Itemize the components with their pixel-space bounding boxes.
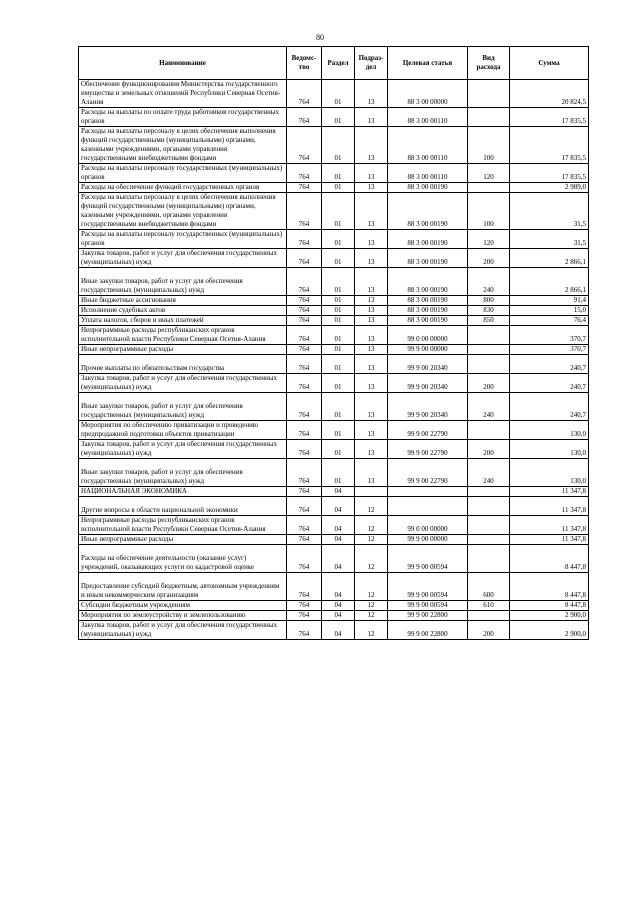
cell-expense-type [468,611,510,621]
cell-sum: 8 447,8 [510,601,589,611]
cell-sum: 2 900,0 [510,621,589,640]
cell-expense-type [468,183,510,193]
cell-section: 01 [322,183,355,193]
cell-name: Мероприятия по землеустройству и землепользованию [79,611,287,621]
cell-sum: 17 835,5 [510,164,589,183]
cell-section: 04 [322,611,355,621]
cell-target: 88 3 00 00190 [388,268,468,296]
cell-sum: 11 347,8 [510,487,589,497]
cell-name: Уплата налогов, сборов и иных платежей [79,316,287,326]
cell-section: 01 [322,393,355,421]
cell-target: 99 9 00 00594 [388,601,468,611]
cell-sum: 15,0 [510,306,589,316]
cell-name: Иные закупки товаров, работ и услуг для обеспечения государственных (муниципальных) нужд [79,393,287,421]
cell-expense-type: 100 [468,193,510,230]
cell-name: Мероприятия по обеспечению приватизации и проведению предпродажной подготовки объектов приватизации [79,421,287,440]
cell-dept: 764 [287,421,322,440]
cell-dept: 764 [287,545,322,573]
cell-target: 88 3 00 00110 [388,127,468,164]
cell-subsection: 13 [355,230,388,249]
cell-section: 01 [322,326,355,345]
cell-name: Расходы на обеспечение функций государственных органов [79,183,287,193]
cell-sum: 31,5 [510,230,589,249]
table-row [79,421,589,440]
page-number: 80 [316,33,324,42]
cell-subsection: 13 [355,108,388,127]
cell-subsection: 12 [355,535,388,545]
cell-section: 04 [322,621,355,640]
cell-target: 99 9 00 00000 [388,345,468,355]
cell-name: Расходы на выплаты по оплате труда работников государственных органов [79,108,287,127]
cell-dept: 764 [287,573,322,601]
cell-target: 88 3 00 00000 [388,80,468,108]
header-name: Наименование [79,47,287,80]
table-row [79,306,589,316]
cell-target [388,497,468,516]
cell-dept: 764 [287,601,322,611]
cell-expense-type [468,535,510,545]
cell-dept: 764 [287,108,322,127]
table-row [79,621,589,640]
table-row [79,535,589,545]
cell-expense-type [468,108,510,127]
cell-section: 04 [322,516,355,535]
cell-subsection: 13 [355,459,388,487]
cell-name: Расходы на обеспечение деятельности (оказание услуг) учреждений, оказывающих услуги по кадастровой оценке [79,545,287,573]
cell-subsection: 12 [355,621,388,640]
table-row [79,230,589,249]
cell-target [388,487,468,497]
cell-dept: 764 [287,296,322,306]
cell-section: 01 [322,459,355,487]
cell-dept: 764 [287,621,322,640]
cell-section: 01 [322,421,355,440]
budget-table [78,46,589,640]
table-row [79,193,589,230]
cell-name: Предоставление субсидий бюджетным, автономным учреждениям и иным некоммерческим организациям [79,573,287,601]
header-subsection: Подраз-дел [355,47,388,80]
cell-sum: 370,7 [510,345,589,355]
cell-target: 99 9 00 22800 [388,621,468,640]
table-row [79,326,589,345]
cell-sum: 11 347,8 [510,535,589,545]
cell-sum: 76,4 [510,316,589,326]
cell-section: 01 [322,249,355,268]
cell-target: 88 3 00 00110 [388,108,468,127]
cell-expense-type: 800 [468,296,510,306]
table-body [79,80,589,640]
cell-expense-type [468,516,510,535]
header-sum: Сумма [510,47,589,80]
cell-subsection: 13 [355,296,388,306]
cell-subsection [355,487,388,497]
cell-section: 01 [322,193,355,230]
cell-target: 99 9 00 22800 [388,611,468,621]
table-row [79,345,589,355]
cell-dept: 764 [287,316,322,326]
cell-section: 04 [322,601,355,611]
cell-name: Прочие выплаты по обязательствам государства [79,355,287,374]
cell-dept: 764 [287,249,322,268]
cell-dept: 764 [287,183,322,193]
table-row [79,374,589,393]
cell-target: 99 0 00 00000 [388,326,468,345]
cell-target: 99 9 00 00000 [388,535,468,545]
table-row [79,183,589,193]
cell-subsection: 13 [355,193,388,230]
cell-sum: 31,5 [510,193,589,230]
cell-expense-type [468,421,510,440]
cell-dept: 764 [287,516,322,535]
cell-section: 04 [322,573,355,601]
table-row [79,108,589,127]
cell-subsection: 13 [355,183,388,193]
cell-subsection: 13 [355,268,388,296]
cell-sum: 11 347,8 [510,497,589,516]
cell-dept: 764 [287,611,322,621]
cell-section: 01 [322,374,355,393]
table-row [79,611,589,621]
cell-sum: 17 835,5 [510,108,589,127]
cell-target: 88 3 00 00190 [388,230,468,249]
cell-section: 04 [322,535,355,545]
cell-expense-type: 200 [468,249,510,268]
cell-expense-type: 200 [468,621,510,640]
cell-expense-type: 850 [468,316,510,326]
cell-section: 01 [322,80,355,108]
cell-target: 88 3 00 00190 [388,306,468,316]
table-row [79,316,589,326]
cell-name: Иные закупки товаров, работ и услуг для обеспечения государственных (муниципальных) нужд [79,459,287,487]
cell-name: Исполнение судебных актов [79,306,287,316]
cell-expense-type: 610 [468,601,510,611]
cell-sum: 17 835,5 [510,127,589,164]
cell-target: 88 3 00 00190 [388,193,468,230]
cell-dept: 764 [287,535,322,545]
cell-subsection: 13 [355,355,388,374]
cell-dept: 764 [287,440,322,459]
cell-subsection: 12 [355,516,388,535]
table-row [79,516,589,535]
cell-sum: 91,4 [510,296,589,306]
cell-sum: 130,0 [510,421,589,440]
cell-name: Иные непрограммные расходы [79,535,287,545]
cell-dept: 764 [287,345,322,355]
cell-subsection: 13 [355,127,388,164]
cell-name: Закупка товаров, работ и услуг для обеспечения государственных (муниципальных) нужд [79,621,287,640]
header-dept: Ведомс-тво [287,47,322,80]
cell-sum: 2 866,1 [510,249,589,268]
cell-target: 88 3 00 00110 [388,164,468,183]
cell-section: 01 [322,316,355,326]
cell-expense-type: 240 [468,393,510,421]
cell-expense-type: 200 [468,440,510,459]
cell-sum: 240,7 [510,393,589,421]
table-row [79,268,589,296]
cell-expense-type [468,80,510,108]
cell-section: 01 [322,230,355,249]
table-row [79,393,589,421]
cell-subsection: 13 [355,306,388,316]
cell-target: 99 9 00 00594 [388,573,468,601]
cell-section: 01 [322,108,355,127]
cell-name: Закупка товаров, работ и услуг для обеспечения государственных (муниципальных) нужд [79,440,287,459]
cell-name: Непрограммные расходы республиканских органов исполнительной власти Республики Северная Осетия-Алания [79,326,287,345]
cell-name: Закупка товаров, работ и услуг для обеспечения государственных (муниципальных) нужд [79,249,287,268]
cell-target: 99 9 00 20340 [388,393,468,421]
cell-sum: 130,0 [510,440,589,459]
cell-sum: 2 989,0 [510,183,589,193]
cell-expense-type [468,545,510,573]
cell-sum: 2 900,0 [510,611,589,621]
header-expense-type: Вид расхода [468,47,510,80]
cell-sum: 240,7 [510,374,589,393]
cell-expense-type [468,487,510,497]
cell-name: Иные непрограммные расходы [79,345,287,355]
header-target: Целевая статья [388,47,468,80]
cell-expense-type: 600 [468,573,510,601]
cell-sum: 130,0 [510,459,589,487]
cell-dept: 764 [287,268,322,296]
cell-sum: 370,7 [510,326,589,345]
cell-target: 88 3 00 00190 [388,249,468,268]
cell-dept: 764 [287,80,322,108]
cell-subsection: 13 [355,374,388,393]
cell-target: 99 9 00 22790 [388,421,468,440]
cell-subsection: 12 [355,497,388,516]
cell-dept: 764 [287,459,322,487]
cell-sum: 8 447,8 [510,573,589,601]
cell-target: 99 9 00 00594 [388,545,468,573]
cell-subsection: 12 [355,601,388,611]
table-row [79,164,589,183]
cell-subsection: 13 [355,393,388,421]
cell-sum: 8 447,8 [510,545,589,573]
table-row [79,487,589,497]
table-row [79,497,589,516]
cell-subsection: 13 [355,249,388,268]
cell-target: 88 3 00 00190 [388,183,468,193]
table-row [79,545,589,573]
cell-subsection: 13 [355,345,388,355]
cell-name: Закупка товаров, работ и услуг для обеспечения государственных (муниципальных) нужд [79,374,287,393]
cell-sum: 2 866,1 [510,268,589,296]
cell-dept: 764 [287,193,322,230]
cell-target: 99 0 00 00000 [388,516,468,535]
cell-expense-type: 200 [468,374,510,393]
cell-dept: 764 [287,374,322,393]
cell-section: 01 [322,296,355,306]
cell-target: 99 9 00 20340 [388,374,468,393]
cell-section: 01 [322,268,355,296]
table-row [79,127,589,164]
header-section: Раздел [322,47,355,80]
cell-expense-type [468,345,510,355]
cell-dept: 764 [287,164,322,183]
cell-sum: 11 347,8 [510,516,589,535]
cell-dept: 764 [287,326,322,345]
cell-subsection: 13 [355,80,388,108]
cell-expense-type: 100 [468,127,510,164]
table-row [79,440,589,459]
cell-subsection: 12 [355,611,388,621]
table-row [79,249,589,268]
cell-subsection: 13 [355,421,388,440]
cell-section: 01 [322,306,355,316]
cell-subsection: 13 [355,316,388,326]
cell-expense-type: 120 [468,230,510,249]
cell-target: 99 9 00 20340 [388,355,468,374]
cell-name: Расходы на выплаты персоналу в целях обеспечения выполнения функций государственными (муниципальными) органами, казенными учреждениями, органами управления государственными внебюджетными фондами [79,127,287,164]
cell-name: Иные закупки товаров, работ и услуг для обеспечения государственных (муниципальных) нужд [79,268,287,296]
cell-subsection: 13 [355,164,388,183]
cell-name: НАЦИОНАЛЬНАЯ ЭКОНОМИКА [79,487,287,497]
table-row [79,296,589,306]
cell-dept: 764 [287,497,322,516]
cell-expense-type [468,355,510,374]
cell-subsection: 13 [355,326,388,345]
cell-dept: 764 [287,230,322,249]
table-header-row [79,47,589,80]
cell-expense-type: 240 [468,268,510,296]
cell-target: 99 9 00 22790 [388,440,468,459]
cell-target: 88 3 00 00190 [388,296,468,306]
table-row [79,355,589,374]
cell-name: Иные бюджетные ассигнования [79,296,287,306]
cell-target: 88 3 00 00190 [388,316,468,326]
cell-name: Непрограммные расходы республиканских органов исполнительной власти Республики Северная Осетия-Алания [79,516,287,535]
cell-name: Расходы на выплаты персоналу государственных (муниципальных) органов [79,164,287,183]
cell-subsection: 12 [355,545,388,573]
cell-name: Другие вопросы в области национальной экономики [79,497,287,516]
cell-dept: 764 [287,306,322,316]
cell-expense-type: 120 [468,164,510,183]
cell-name: Расходы на выплаты персоналу в целях обеспечения выполнения функций государственными (муниципальными) органами, казенными учреждениями, органами управления государственными внебюджетными фондами [79,193,287,230]
cell-section: 04 [322,545,355,573]
cell-expense-type [468,497,510,516]
cell-section: 01 [322,164,355,183]
cell-name: Субсидии бюджетным учреждениям [79,601,287,611]
cell-dept: 764 [287,355,322,374]
cell-section: 01 [322,355,355,374]
cell-expense-type [468,326,510,345]
table-row [79,573,589,601]
cell-section: 01 [322,440,355,459]
cell-sum: 20 824,5 [510,80,589,108]
table-row [79,601,589,611]
cell-section: 04 [322,497,355,516]
cell-subsection: 12 [355,573,388,601]
cell-section: 01 [322,127,355,164]
table-row [79,459,589,487]
cell-name: Расходы на выплаты персоналу государственных (муниципальных) органов [79,230,287,249]
cell-dept: 764 [287,393,322,421]
cell-section: 04 [322,487,355,497]
table-row [79,80,589,108]
cell-subsection: 13 [355,440,388,459]
cell-dept: 764 [287,127,322,164]
cell-dept: 764 [287,487,322,497]
cell-section: 01 [322,345,355,355]
cell-expense-type: 240 [468,459,510,487]
cell-target: 99 9 00 22790 [388,459,468,487]
cell-expense-type: 830 [468,306,510,316]
cell-name: Обеспечение функционирования Министерства государственного имущества и земельных отношений Республики Северная Осетия-Алания [79,80,287,108]
cell-sum: 240,7 [510,355,589,374]
